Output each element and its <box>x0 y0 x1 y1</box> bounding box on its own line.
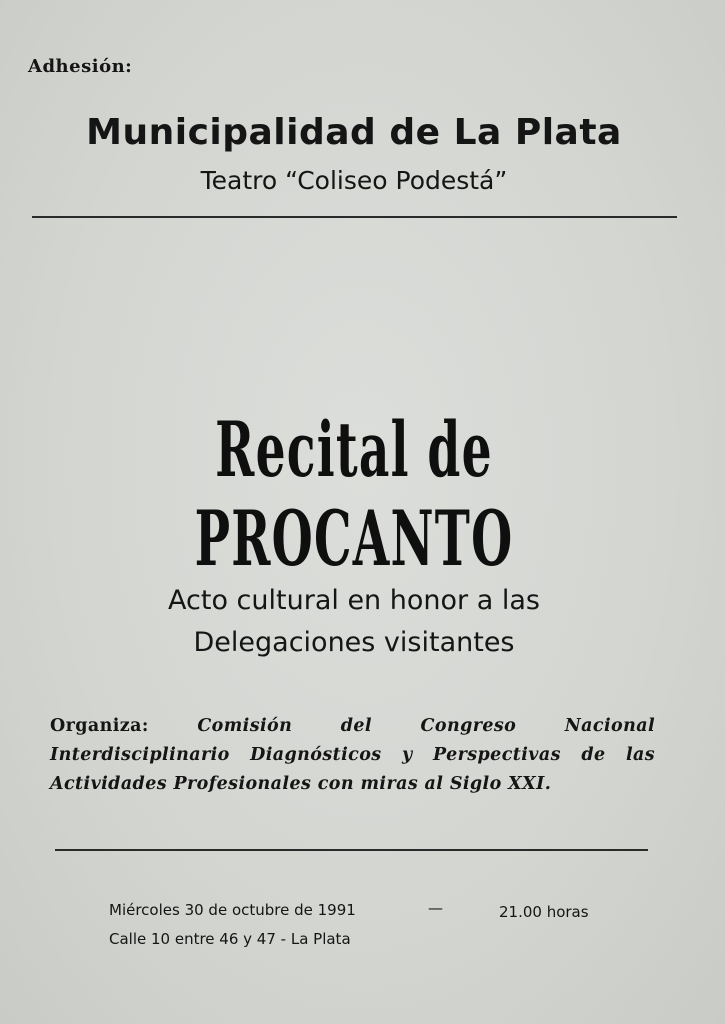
date-time-separator: — <box>428 899 443 917</box>
event-subtitle <box>0 580 708 664</box>
event-date: Miércoles 30 de octubre de 1991 <box>109 901 356 919</box>
event-title: Recital de PROCANTO <box>194 405 514 583</box>
organizer-text: Comisión del Congreso Nacional Interdisciplinario Diagnósticos y Perspectivas de las Actividades Profesionales con miras al Siglo XXI. <box>50 716 655 794</box>
subtitle-line-2: Delegaciones visitantes <box>193 627 515 658</box>
organizer-block <box>50 712 655 799</box>
bottom-divider <box>55 849 648 851</box>
municipality-title: Municipalidad de La Plata <box>86 112 622 153</box>
top-divider <box>32 216 677 218</box>
adhesion-label: Adhesión: <box>28 56 133 77</box>
event-time: 21.00 horas <box>499 903 589 921</box>
theater-name: Teatro “Coliseo Podestá” <box>200 166 508 195</box>
subtitle-line-1: Acto cultural en honor a las <box>168 585 540 616</box>
organizer-label: Organiza: <box>50 716 149 736</box>
event-address: Calle 10 entre 46 y 47 - La Plata <box>109 930 351 948</box>
